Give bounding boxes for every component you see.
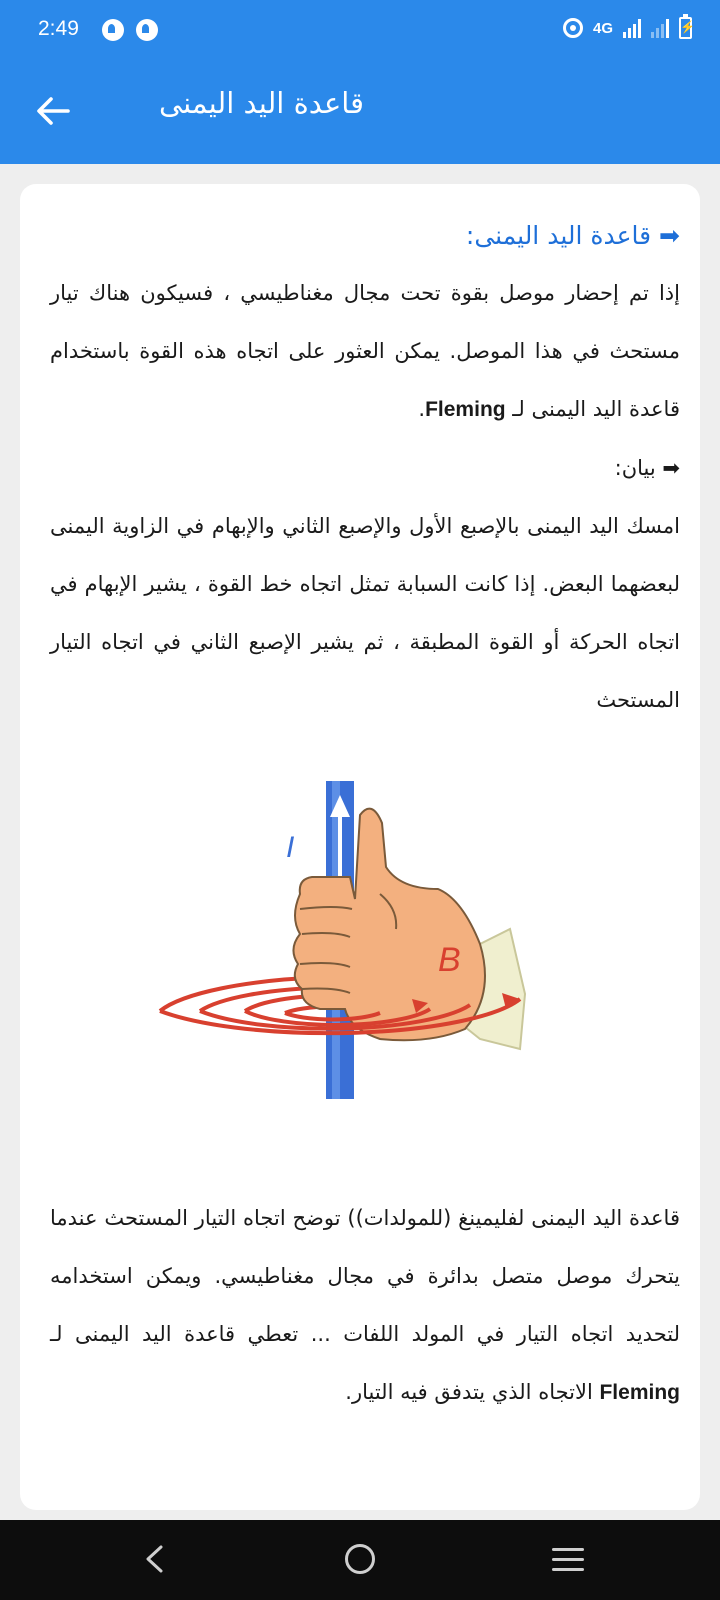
- network-type: 4G: [592, 19, 613, 37]
- paragraph-intro: [50, 264, 680, 439]
- app-bar: [0, 60, 720, 164]
- system-nav-bar: [0, 1520, 720, 1600]
- heading-text: قاعدة اليد اليمنى:: [465, 221, 652, 250]
- paragraph-statement: امسك اليد اليمنى بالإصبع الأول والإصبع الثاني والإبهام في الزاوية اليمنى لبعضهما البعض. إذا كانت السبابة تمثل اتجاه خط القوة ، يشير الإبهام في اتجاه الحركة أو القوة المطبقة ، ثم يشير الإصبع الثاني في اتجاه التيار المستحث: [50, 514, 680, 712]
- nav-home-icon[interactable]: [345, 1544, 375, 1574]
- status-icons: [563, 17, 692, 39]
- app-notification-icon: [102, 19, 124, 41]
- section-heading: [50, 214, 680, 258]
- fleming-bold: Fleming: [599, 1381, 680, 1404]
- arrow-right-icon: ➡: [662, 456, 680, 480]
- arrow-right-icon: ➡: [659, 221, 680, 250]
- page-title: قاعدة اليد اليمنى: [158, 86, 364, 120]
- current-label: I: [286, 831, 295, 864]
- paragraph-intro-end: .: [418, 397, 426, 421]
- article: [50, 214, 680, 1422]
- statement-heading: [50, 439, 680, 497]
- hotspot-icon: [563, 18, 583, 38]
- paragraph-intro-text: إذا تم إحضار موصل بقوة تحت مجال مغناطيسي ، فسيكون هناك تيار مستحث في هذا الموصل. يمكن العثور على اتجاه هذه القوة باستخدام قاعدة اليد اليمنى لـ: [50, 281, 680, 421]
- signal-icon: [651, 18, 669, 38]
- status-time: 2:49: [38, 17, 79, 40]
- right-hand-rule-figure: [50, 759, 680, 1169]
- nav-recents-icon[interactable]: [552, 1548, 584, 1572]
- nav-back-icon[interactable]: [143, 1544, 165, 1574]
- right-hand-rule-illustration: [50, 759, 680, 1169]
- battery-charging-icon: [679, 17, 692, 39]
- paragraph-generators-end: الاتجاه الذي يتدفق فيه التيار.: [345, 1380, 600, 1404]
- statement-label: بيان:: [614, 456, 656, 480]
- paragraph-generators-text: قاعدة اليد اليمنى لفليمينغ (للمولدات)) توضح اتجاه التيار المستحث عندما يتحرك موصل متصل بدائرة في مجال مغناطيسي. ويمكن استخدامه لتحديد اتجاه التيار في المولد اللفات ... تعطي قاعدة اليد اليمنى لـ: [50, 1206, 680, 1346]
- status-bar: [0, 0, 720, 60]
- signal-icon: [623, 18, 641, 38]
- fleming-bold: Fleming: [425, 398, 506, 421]
- paragraph-generators: [50, 1189, 680, 1422]
- right-hand: [293, 809, 485, 1041]
- app-notification-icon: [136, 19, 158, 41]
- field-label: B: [438, 941, 461, 979]
- content-card: [20, 184, 700, 1510]
